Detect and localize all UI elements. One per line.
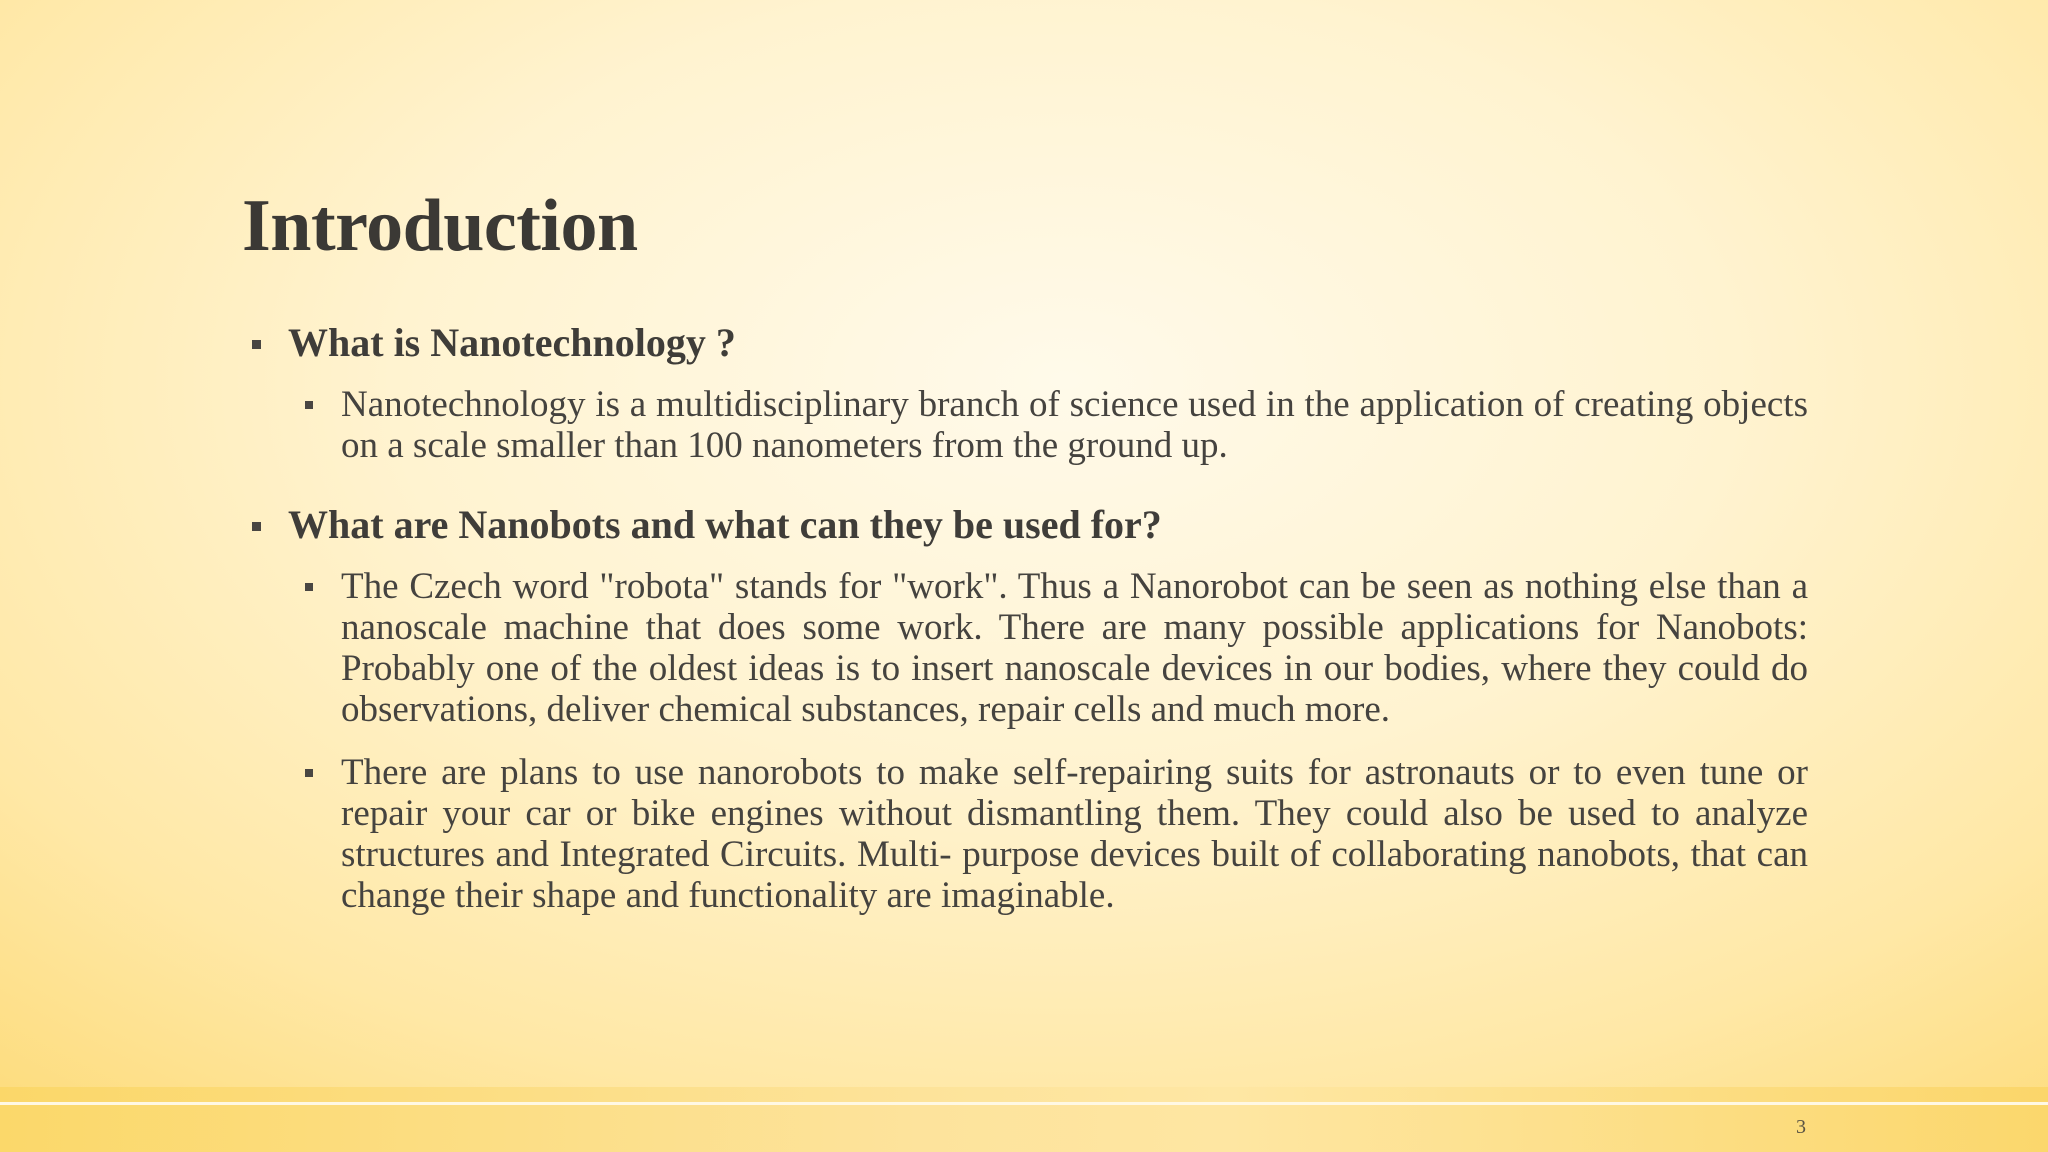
section-nanobots (246, 500, 1808, 916)
section-heading-text: What are Nanobots and what can they be used for? (288, 502, 1162, 547)
page-number: 3 (1796, 1116, 1806, 1138)
bullet-item (246, 566, 1808, 730)
bullet-item-text: There are plans to use nanorobots to make self-repairing suits for astronauts or to even tune or repair your car or bike engines without dismantling them. They could also be used to analyze structures and Integrated Circuits. Multi- purpose devices built of collaborating nanobots, that can change their shape and functionality are imaginable. (341, 752, 1808, 916)
bullet-item-text: The Czech word "robota" stands for "work". Thus a Nanorobot can be seen as nothing else than a nanoscale machine that does some work. There are many possible applications for Nanobots: Probably one of the oldest ideas is to insert nanoscale devices in our bodies, where they could do observations, deliver chemical substances, repair cells and much more. (341, 566, 1808, 730)
square-bullet-icon (305, 769, 313, 777)
bullet-item (246, 752, 1808, 916)
section-heading (246, 318, 1808, 368)
footer-band (0, 1105, 2048, 1152)
square-bullet-icon (305, 583, 313, 591)
bullet-item (246, 384, 1808, 466)
square-bullet-icon (305, 401, 313, 409)
footer-band-top (0, 1087, 2048, 1102)
square-bullet-icon (252, 340, 261, 349)
section-heading-text: What is Nanotechnology ? (288, 320, 736, 365)
square-bullet-icon (252, 522, 261, 531)
section-nanotechnology (246, 318, 1808, 466)
bullet-item-text: Nanotechnology is a multidisciplinary branch of science used in the application of creating objects on a scale smaller than 100 nanometers from the ground up. (341, 384, 1808, 466)
slide-title: Introduction (242, 185, 638, 267)
section-heading (246, 500, 1808, 550)
slide-content (246, 318, 1808, 950)
